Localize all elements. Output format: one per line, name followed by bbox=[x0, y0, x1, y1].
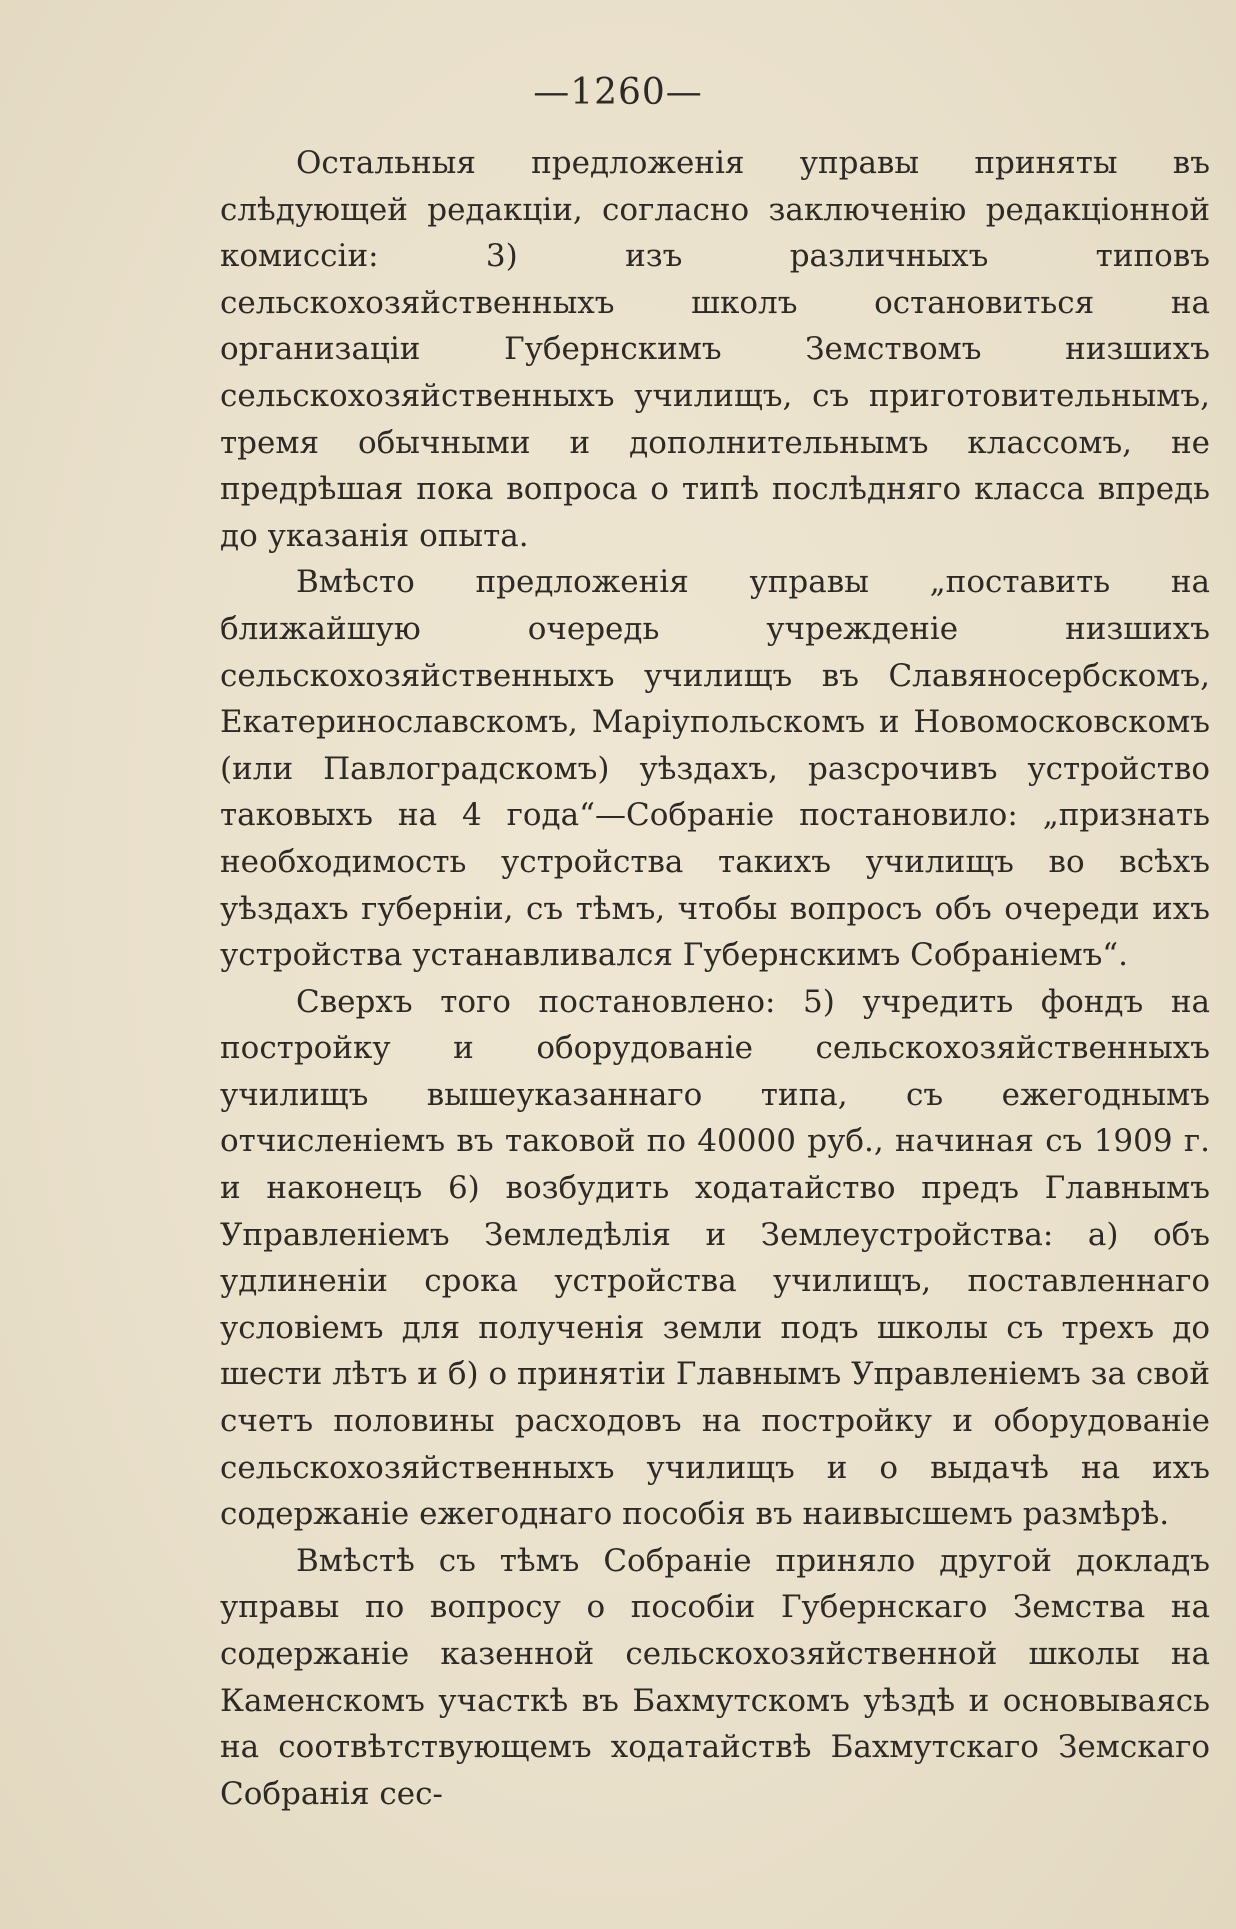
page-number: —1260— bbox=[533, 72, 703, 113]
paragraph-1: Остальныя предложенія управы приняты въ слѣдующей редакціи, согласно заключенію редакціонной комиссіи: 3) изъ различныхъ типовъ сельскохозяйственныхъ школъ остановиться на организаціи Губернскимъ Земствомъ низшихъ сельскохозяйственныхъ училищъ, съ приготовительнымъ, тремя обычными и дополнительнымъ классомъ, не предрѣшая пока вопроса о типѣ послѣдняго класса впредь до указанія опыта. bbox=[220, 145, 1210, 554]
page-text-body bbox=[220, 140, 1210, 1817]
paragraph-2: Вмѣсто предложенія управы „поставить на ближайшую очередь учрежденіе низшихъ сельскохозяйственныхъ училищъ въ Славяносербскомъ, Екатеринославскомъ, Маріупольскомъ и Новомосковскомъ (или Павлоградскомъ) уѣздахъ, разсрочивъ устройство таковыхъ на 4 года“—Собраніе постановило: „признать необходимость устройства такихъ училищъ во всѣхъ уѣздахъ губерніи, съ тѣмъ, чтобы вопросъ объ очереди ихъ устройства устанавливался Губернскимъ Собраніемъ“. bbox=[220, 564, 1210, 974]
paragraph-3: Сверхъ того постановлено: 5) учредить фондъ на постройку и оборудованіе сельскохозяйственныхъ училищъ вышеуказаннаго типа, съ ежегоднымъ отчисленіемъ въ таковой по 40000 руб., начиная съ 1909 г. и наконецъ 6) возбудить ходатайство предъ Главнымъ Управленіемъ Земледѣлія и Землеустройства: а) объ удлиненіи срока устройства училищъ, поставленнаго условіемъ для полученія земли подъ школы съ трехъ до шести лѣтъ и б) о принятіи Главнымъ Управленіемъ за свой счетъ половины расходовъ на постройку и оборудованіе сельскохозяйственныхъ училищъ и о выдачѣ на ихъ содержаніе ежегоднаго пособія въ наивысшемъ размѣрѣ. bbox=[220, 983, 1210, 1533]
paragraph-4: Вмѣстѣ съ тѣмъ Собраніе приняло другой докладъ управы по вопросу о пособіи Губернскаго Земства на содержаніе казенной сельскохозяйственной школы на Каменскомъ участкѣ въ Бахмутскомъ уѣздѣ и основываясь на соотвѣтствующемъ ходатайствѣ Бахмутскаго Земскаго Собранія сес- bbox=[220, 1542, 1210, 1812]
